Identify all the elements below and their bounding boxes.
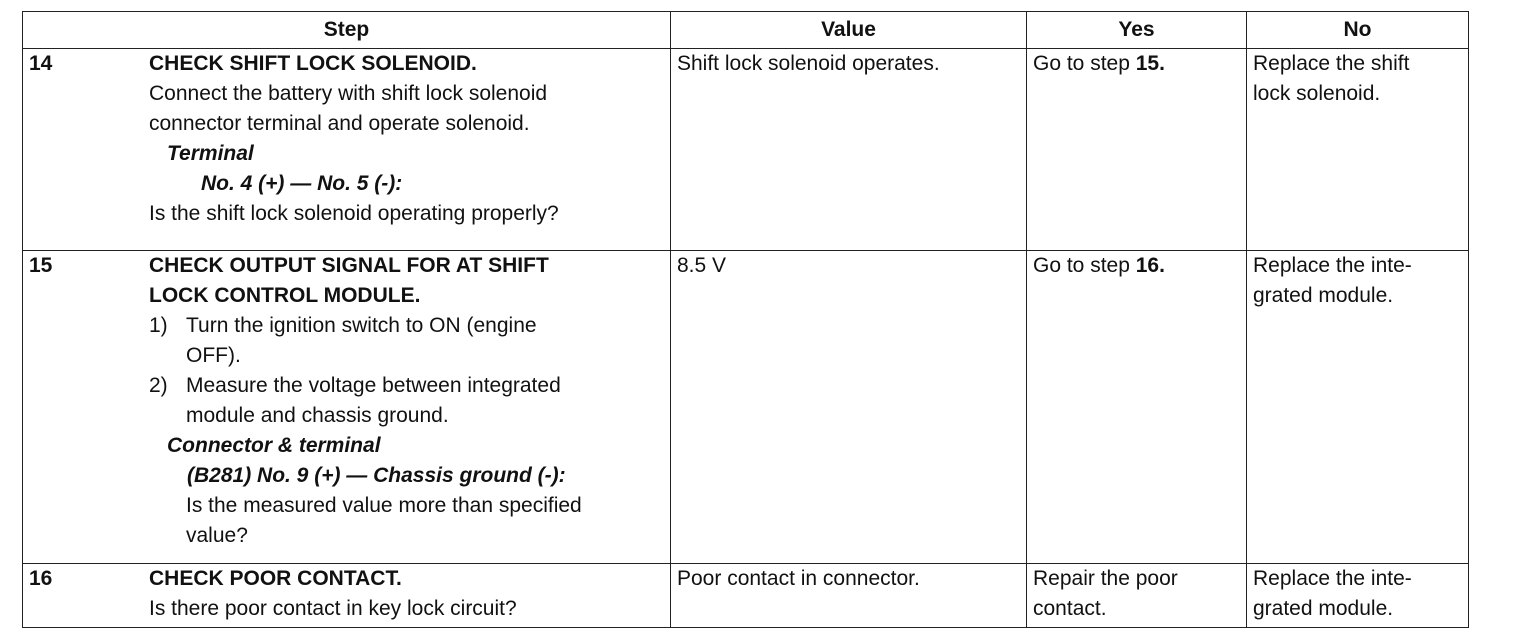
step-question: Is the shift lock solenoid operating properly?: [149, 202, 559, 225]
no-text: lock solenoid.: [1253, 82, 1381, 105]
step-number: 16: [29, 567, 53, 590]
value-cell: Poor contact in connector.: [671, 564, 1027, 628]
step-title: CHECK POOR CONTACT.: [149, 567, 402, 590]
table-row: [23, 564, 1469, 628]
list-item-text: module and chassis ground.: [186, 404, 449, 427]
list-item-text: Measure the voltage between integrated: [186, 374, 561, 397]
no-text: Replace the inte-: [1253, 567, 1412, 590]
table-row: [23, 251, 1469, 564]
value-cell: Shift lock solenoid operates.: [671, 49, 1027, 251]
header-step: Step: [23, 12, 671, 49]
list-item: [149, 371, 664, 401]
yes-step-ref: 15.: [1135, 52, 1165, 75]
header-value: Value: [671, 12, 1027, 49]
step-cell: [23, 564, 671, 628]
no-cell: [1247, 564, 1469, 628]
no-cell: [1247, 251, 1469, 564]
no-text: Replace the shift: [1253, 52, 1410, 75]
list-item-text: OFF).: [186, 344, 241, 367]
step-text: connector terminal and operate solenoid.: [149, 112, 530, 135]
yes-cell: [1027, 564, 1247, 628]
yes-text: Go to step: [1033, 254, 1136, 277]
yes-text: Go to step: [1033, 52, 1136, 75]
list-item-text: Turn the ignition switch to ON (engine: [186, 314, 537, 337]
header-yes: Yes: [1027, 12, 1247, 49]
yes-cell: [1027, 251, 1247, 564]
no-text: grated module.: [1253, 597, 1394, 620]
list-item: [149, 311, 664, 341]
diagnostic-table: [22, 11, 1469, 628]
step-question: Is the measured value more than specified: [186, 494, 582, 517]
table-row: [23, 49, 1469, 251]
step-cell: [23, 49, 671, 251]
header-no: No: [1247, 12, 1469, 49]
list-item-number: 1): [149, 314, 168, 337]
yes-text: Repair the poor: [1033, 567, 1178, 590]
yes-step-ref: 16.: [1135, 254, 1165, 277]
no-text: Replace the inte-: [1253, 254, 1412, 277]
step-title: CHECK SHIFT LOCK SOLENOID.: [149, 52, 477, 75]
yes-text: contact.: [1033, 597, 1107, 620]
spec-label: Terminal: [167, 142, 254, 165]
step-title: LOCK CONTROL MODULE.: [149, 284, 421, 307]
spec-label: Connector & terminal: [167, 434, 381, 457]
value-cell: 8.5 V: [671, 251, 1027, 564]
yes-cell: [1027, 49, 1247, 251]
step-title: CHECK OUTPUT SIGNAL FOR AT SHIFT: [149, 254, 549, 277]
step-number: 15: [29, 254, 53, 277]
step-question: Is there poor contact in key lock circuit?: [149, 597, 517, 620]
no-cell: [1247, 49, 1469, 251]
list-item-number: 2): [149, 374, 168, 397]
spec-terminal: No. 4 (+) — No. 5 (-):: [201, 172, 403, 195]
step-number: 14: [29, 52, 53, 75]
no-text: grated module.: [1253, 284, 1394, 307]
step-question: value?: [186, 524, 248, 547]
step-cell: [23, 251, 671, 564]
step-text: Connect the battery with shift lock solenoid: [149, 82, 548, 105]
header-row: [23, 12, 1469, 49]
spec-terminal: (B281) No. 9 (+) — Chassis ground (-):: [187, 464, 566, 487]
